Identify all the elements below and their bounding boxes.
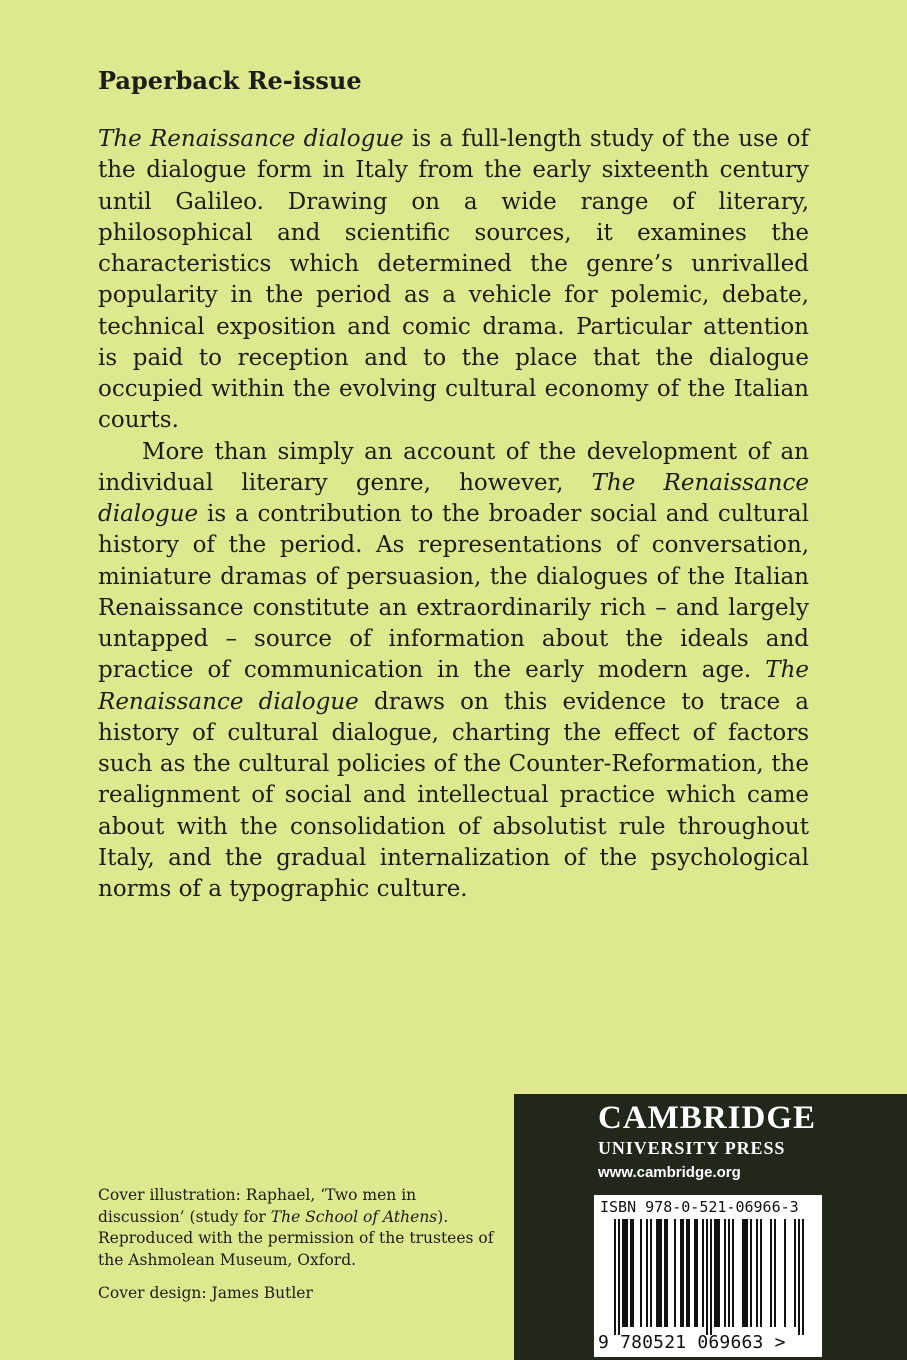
- barcode-bar: [650, 1219, 652, 1327]
- barcode-bar: [694, 1219, 696, 1327]
- barcode-bar: [664, 1219, 666, 1327]
- artwork-title-italic: The School of Athens: [270, 1207, 438, 1226]
- barcode-bar: [742, 1219, 744, 1327]
- book-description: [98, 124, 809, 905]
- publisher-logo-subname: UNIVERSITY PRESS: [598, 1138, 786, 1158]
- book-title-italic: The Renaissance dialogue: [98, 657, 809, 715]
- description-paragraph-1: [98, 124, 809, 437]
- ean-digits: 9 780521 069663 >: [598, 1332, 786, 1353]
- barcode-bar: [750, 1219, 752, 1327]
- barcode-bar: [760, 1219, 762, 1327]
- paragraph-text: More than simply an account of the development of an individual literary genre, however,: [98, 438, 809, 496]
- barcode-bar: [618, 1219, 620, 1335]
- barcode-bar: [682, 1219, 684, 1327]
- barcode-bar: [626, 1219, 628, 1327]
- barcode-bar: [774, 1219, 776, 1327]
- publisher-logo-name: CAMBRIDGE: [598, 1100, 817, 1136]
- barcode-bar: [614, 1219, 616, 1335]
- barcode-bar: [674, 1219, 676, 1327]
- barcode-bar: [728, 1219, 730, 1327]
- barcode-bar: [706, 1219, 708, 1335]
- barcode-bar: [746, 1219, 748, 1327]
- paragraph-text: is a full-length study of the use of the dialogue form in Italy from the early sixteenth century until Galileo. Drawing on a wide range of literary, philosophical and scientific sources, it examines the characteristics which determined the genre’s unrivalled popularity in the period as a vehicle for polemic, debate, technical exposition and comic drama. Particular attention is paid to reception and to the place that the dialogue occupied within the evolving cultural economy of the Italian courts.: [98, 126, 810, 434]
- barcode-bar: [802, 1219, 804, 1335]
- publisher-panel: [514, 1094, 907, 1360]
- barcode-bar: [632, 1219, 634, 1327]
- barcode-bar: [624, 1219, 626, 1327]
- barcode-bar: [794, 1219, 796, 1327]
- barcode-bar: [640, 1219, 642, 1327]
- barcode-bar: [714, 1219, 716, 1327]
- barcode-bar: [660, 1219, 662, 1327]
- barcode-bar: [716, 1219, 718, 1327]
- paragraph-text: draws on this evidence to trace a history of cultural dialogue, charting the effect of factors such as the cultural policies of the Counter-Reformation, the realignment of social and intellectual practice which came about with the consolidation of absolutist rule throughout Italy, and the gradual internalization of the psychological norms of a typographic culture.: [98, 688, 810, 902]
- barcode-bar: [622, 1219, 624, 1327]
- paragraph-text: is a contribution to the broader social and cultural history of the period. As representations of conversation, miniature dramas of persuasion, the dialogues of the Italian Renaissance constitute an extraordinarily rich – and largely untapped – source of information about the ideals and practice of communication in the early modern age.: [98, 501, 809, 684]
- publisher-url: www.cambridge.org: [598, 1164, 741, 1181]
- barcode-bar: [680, 1219, 682, 1327]
- barcode-bar: [696, 1219, 698, 1327]
- barcode-bar: [630, 1219, 632, 1327]
- reissue-heading: Paperback Re-issue: [98, 66, 362, 95]
- barcode-bar: [656, 1219, 658, 1327]
- barcode-bar: [710, 1219, 712, 1335]
- cover-design-credit: Cover design: James Butler: [98, 1284, 313, 1302]
- barcode-bar: [784, 1219, 786, 1327]
- barcode-bar: [798, 1219, 800, 1335]
- book-title-italic: The Renaissance dialogue: [98, 126, 404, 152]
- barcode-bar: [666, 1219, 668, 1327]
- barcode-bar: [724, 1219, 726, 1327]
- isbn-barcode: [594, 1195, 822, 1357]
- barcode-bar: [688, 1219, 690, 1327]
- barcode-bar: [770, 1219, 772, 1327]
- barcode-bar: [744, 1219, 746, 1327]
- book-title-italic: The Renaissance dialogue: [98, 469, 809, 527]
- description-paragraph-2: [98, 437, 809, 906]
- barcode-bar: [686, 1219, 688, 1327]
- barcode-bar: [702, 1219, 704, 1327]
- barcode-bar: [732, 1219, 734, 1327]
- barcode-bar: [718, 1219, 720, 1327]
- isbn-label: ISBN 978-0-521-06966-3: [600, 1198, 799, 1216]
- barcode-bar: [756, 1219, 758, 1327]
- cover-illustration-credit: Cover illustration: Raphael, ‘Two men in discussion’ (study for The School of Athens). Reproduced with the permission of the trustees of the Ashmolean Museum, Oxford.: [98, 1186, 494, 1269]
- barcode-bar: [658, 1219, 660, 1327]
- barcode-bar: [646, 1219, 648, 1327]
